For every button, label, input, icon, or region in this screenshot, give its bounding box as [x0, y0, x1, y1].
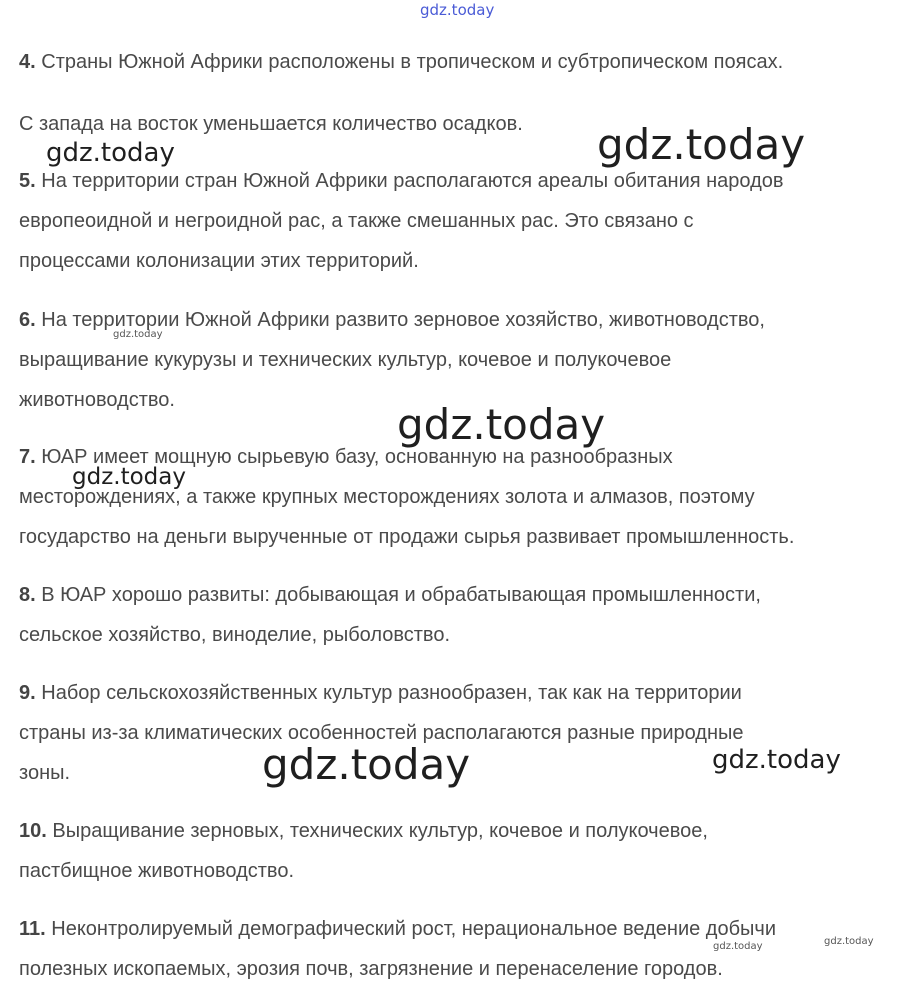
item-number: 9.: [19, 682, 36, 704]
item-line: 7. ЮАР имеет мощную сырьевую базу, основанную на разнообразных: [19, 446, 673, 468]
item-number: 7.: [19, 446, 36, 468]
watermark: gdz.today: [397, 400, 606, 449]
item-line: 9. Набор сельскохозяйственных культур разнообразен, так как на территории: [19, 682, 742, 704]
item-number: 11.: [19, 918, 46, 940]
item-line: государство на деньги вырученные от продажи сырья развивает промышленность.: [19, 526, 795, 548]
item-line: 4. Страны Южной Африки расположены в тропическом и субтропическом поясах.: [19, 51, 784, 73]
watermark-top: gdz.today: [420, 1, 495, 19]
item-line: 10. Выращивание зерновых, технических культур, кочевое и полукочевое,: [19, 820, 708, 842]
watermark: gdz.today: [597, 120, 806, 169]
answer-item-7: [19, 437, 914, 557]
item-line: европеоидной и негроидной рас, а также смешанных рас. Это связано с: [19, 210, 694, 232]
item-line: выращивание кукурузы и технических культур, кочевое и полукочевое: [19, 349, 672, 371]
item-line: месторождениях, а также крупных месторождениях золота и алмазов, поэтому: [19, 486, 755, 508]
watermark-small: gdz.today: [713, 941, 763, 952]
item-line: пастбищное животноводство.: [19, 860, 294, 882]
item-number: 6.: [19, 309, 36, 331]
answer-item-4: [19, 42, 914, 144]
watermark: gdz.today: [72, 464, 186, 490]
item-number: 5.: [19, 170, 36, 192]
item-line: 6. На территории Южной Африки развито зерновое хозяйство, животноводство,: [19, 309, 765, 331]
item-line: 5. На территории стран Южной Африки располагаются ареалы обитания народов: [19, 170, 784, 192]
answer-item-8: [19, 575, 914, 655]
answer-item-10: [19, 811, 914, 891]
item-line: зоны.: [19, 762, 71, 784]
watermark: gdz.today: [712, 745, 841, 775]
watermark: gdz.today: [262, 740, 471, 789]
watermark-small: gdz.today: [113, 329, 163, 340]
watermark-small: gdz.today: [824, 936, 874, 947]
answer-item-11: [19, 909, 914, 989]
item-number: 4.: [19, 51, 36, 73]
item-line: С запада на восток уменьшается количество осадков.: [19, 113, 523, 135]
item-number: 10.: [19, 820, 47, 842]
item-line: [19, 82, 914, 104]
answer-item-5: [19, 161, 914, 281]
item-line: страны из-за климатических особенностей располагаются разные природные: [19, 722, 744, 744]
item-line: 11. Неконтролируемый демографический рост, нерациональное ведение добычи: [19, 918, 777, 940]
item-line: животноводство.: [19, 389, 175, 411]
item-line: сельское хозяйство, виноделие, рыболовство.: [19, 624, 450, 646]
item-line: полезных ископаемых, эрозия почв, загрязнение и перенаселение городов.: [19, 958, 723, 980]
item-line: 8. В ЮАР хорошо развиты: добывающая и обрабатывающая промышленности,: [19, 584, 761, 606]
answer-item-6: [19, 300, 914, 420]
watermark: gdz.today: [46, 138, 175, 168]
answer-item-9: [19, 673, 914, 793]
item-line: процессами колонизации этих территорий.: [19, 250, 419, 272]
item-number: 8.: [19, 584, 36, 606]
